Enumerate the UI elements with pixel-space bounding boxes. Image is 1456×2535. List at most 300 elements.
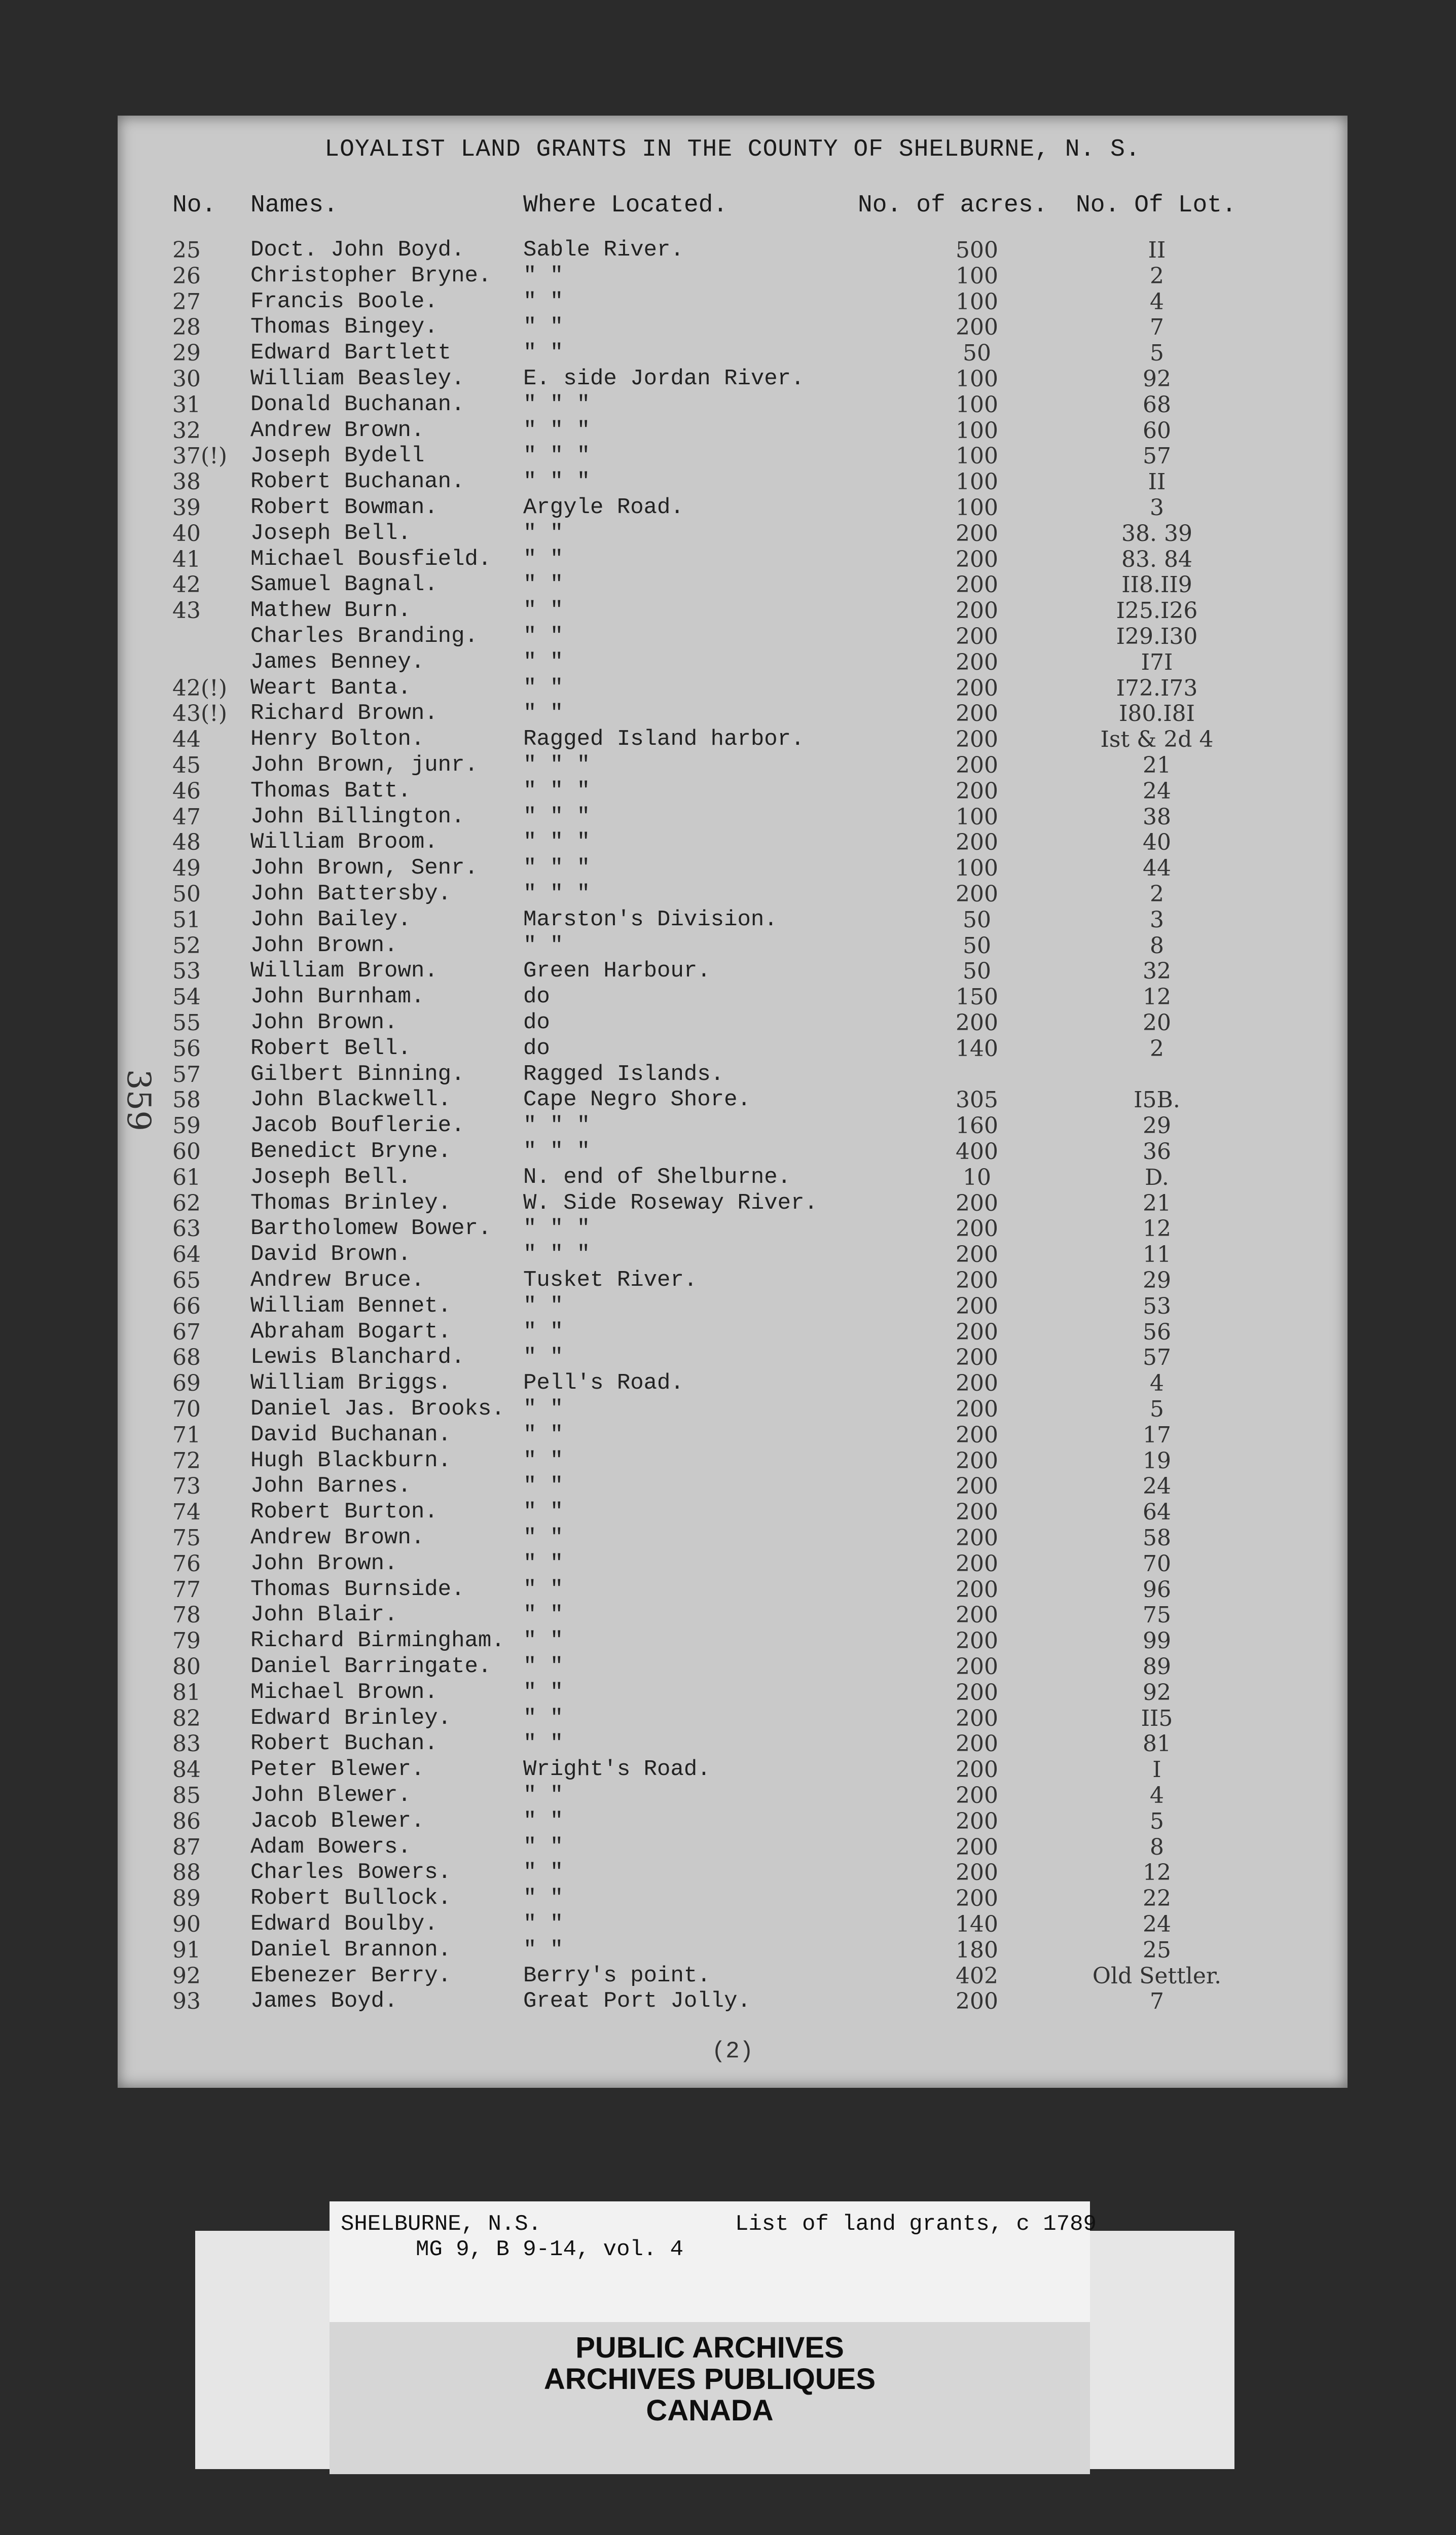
location: " " <box>523 263 564 288</box>
location: Wright's Road. <box>523 1757 711 1783</box>
row-number: 39 <box>172 495 201 521</box>
label-description: List of land grants, c 1789 <box>735 2212 1097 2237</box>
lot-number: 12 <box>1143 1860 1171 1886</box>
grantee-name: Adam Bowers. <box>250 1834 411 1860</box>
table-row <box>118 1216 1348 1241</box>
table-row <box>118 1525 1348 1550</box>
acres: 150 <box>956 984 998 1010</box>
grantee-name: Thomas Bingey. <box>250 314 438 340</box>
grantee-name: Edward Boulby. <box>250 1911 438 1937</box>
table-row <box>118 1499 1348 1525</box>
location: " " " <box>523 752 591 778</box>
location: " " " <box>523 1242 591 1268</box>
table-row <box>118 1860 1348 1885</box>
lot-number: 29 <box>1143 1268 1171 1293</box>
grantee-name: John Brown, Senr. <box>250 855 478 881</box>
row-number: 74 <box>172 1499 201 1526</box>
table-row <box>118 1268 1348 1293</box>
location: Sable River. <box>523 237 684 263</box>
table-row <box>118 907 1348 932</box>
table-row <box>118 289 1348 314</box>
header-no: No. <box>172 192 216 219</box>
lot-number: 12 <box>1143 984 1171 1010</box>
grantee-name: Abraham Bogart. <box>250 1319 452 1345</box>
location: " " <box>523 1731 564 1757</box>
row-number: 75 <box>172 1525 201 1551</box>
acres: 200 <box>956 1860 998 1886</box>
location: " " <box>523 1628 564 1654</box>
row-number: 28 <box>172 314 201 341</box>
table-row <box>118 1654 1348 1679</box>
table-row <box>118 881 1348 907</box>
table-row <box>118 984 1348 1009</box>
grantee-name: James Boyd. <box>250 1988 398 2014</box>
acres: 200 <box>956 1834 998 1860</box>
grantee-name: Charles Branding. <box>250 624 478 649</box>
grantee-name: Jacob Bouflerie. <box>250 1113 465 1139</box>
lot-number: 44 <box>1143 855 1171 882</box>
grantee-name: Weart Banta. <box>250 675 411 701</box>
label-place: SHELBURNE, N.S. <box>341 2212 542 2237</box>
grantee-name: Francis Boole. <box>250 288 438 314</box>
lot-number: 4 <box>1150 1783 1164 1808</box>
lot-number: I5B. <box>1134 1087 1180 1113</box>
lot-number: 57 <box>1143 1345 1171 1371</box>
acres: 200 <box>956 1370 998 1397</box>
table-row <box>118 1731 1348 1756</box>
table-row <box>118 1036 1348 1061</box>
row-number: 43(!) <box>172 701 228 727</box>
acres: 200 <box>956 1293 998 1319</box>
acres: 200 <box>956 1447 998 1474</box>
lot-number: 81 <box>1143 1731 1171 1757</box>
row-number: 27 <box>172 288 201 315</box>
acres: 200 <box>956 1783 998 1808</box>
location: " " <box>523 1783 564 1808</box>
grantee-name: Daniel Barringate. <box>250 1654 492 1679</box>
table-row <box>118 340 1348 366</box>
lot-number: 17 <box>1143 1422 1171 1448</box>
location: " " <box>523 624 564 649</box>
lot-number: 64 <box>1143 1499 1171 1526</box>
location: Marston's Division. <box>523 907 778 932</box>
grantee-name: Robert Bowman. <box>250 495 438 520</box>
row-number: 66 <box>172 1293 201 1319</box>
table-row <box>118 701 1348 726</box>
table-row <box>118 778 1348 804</box>
row-number: 65 <box>172 1268 201 1293</box>
row-number: 61 <box>172 1164 201 1190</box>
location: " " <box>523 649 564 675</box>
location: " " <box>523 1576 564 1602</box>
location: " " " <box>523 391 591 417</box>
location: " " <box>523 1654 564 1679</box>
row-number: 77 <box>172 1576 201 1603</box>
grantee-name: David Brown. <box>250 1242 411 1268</box>
grantee-name: David Buchanan. <box>250 1422 452 1447</box>
table-row <box>118 598 1348 623</box>
acres: 100 <box>956 443 998 469</box>
grantee-name: John Blair. <box>250 1602 398 1628</box>
lot-number: II5 <box>1141 1705 1173 1731</box>
row-number: 62 <box>172 1190 201 1216</box>
acres: 200 <box>956 778 998 804</box>
lot-number: 99 <box>1143 1628 1171 1654</box>
table-row <box>118 1577 1348 1602</box>
row-number: 50 <box>172 881 201 907</box>
row-number: 42(!) <box>172 675 228 701</box>
row-number: 78 <box>172 1602 201 1628</box>
table-row <box>118 237 1348 263</box>
grantee-name: Ebenezer Berry. <box>250 1963 452 1988</box>
table-row <box>118 829 1348 855</box>
grantee-name: John Billington. <box>250 804 465 829</box>
acres: 200 <box>956 1757 998 1783</box>
row-number: 64 <box>172 1242 201 1268</box>
lot-number: 7 <box>1150 1988 1164 2015</box>
grantee-name: John Brown, junr. <box>250 752 478 778</box>
acres: 200 <box>956 1679 998 1706</box>
acres: 200 <box>956 1422 998 1448</box>
acres: 200 <box>956 546 998 572</box>
location: " " <box>523 1705 564 1731</box>
location: " " " <box>523 1139 591 1164</box>
row-number: 67 <box>172 1319 201 1345</box>
table-row <box>118 1010 1348 1035</box>
table-row <box>118 1319 1348 1345</box>
row-number: 42 <box>172 572 201 598</box>
grantee-name: John Barnes. <box>250 1473 411 1499</box>
row-number: 29 <box>172 340 201 367</box>
lot-number: 32 <box>1143 958 1171 985</box>
grantee-name: Doct. John Boyd. <box>250 237 465 263</box>
acres: 100 <box>956 495 998 521</box>
table-row <box>118 469 1348 494</box>
location: " " " <box>523 417 591 443</box>
lot-number: 5 <box>1150 1808 1164 1834</box>
acres: 200 <box>956 1808 998 1834</box>
row-number: 71 <box>172 1422 201 1448</box>
acres: 50 <box>963 958 991 985</box>
table-row <box>118 521 1348 546</box>
row-number: 69 <box>172 1370 201 1397</box>
row-number: 86 <box>172 1808 201 1834</box>
grantee-name: Mathew Burn. <box>250 598 411 624</box>
acres: 100 <box>956 804 998 830</box>
lot-number: 70 <box>1143 1550 1171 1577</box>
table-row <box>118 1242 1348 1267</box>
grantee-name: William Briggs. <box>250 1370 452 1396</box>
lot-number: 11 <box>1143 1242 1171 1268</box>
lot-number: 40 <box>1143 829 1171 856</box>
lot-number: 5 <box>1150 340 1164 367</box>
acres: 200 <box>956 1628 998 1654</box>
lot-number: 3 <box>1150 907 1164 933</box>
location: " " <box>523 1525 564 1550</box>
acres: 50 <box>963 340 991 367</box>
lot-number: 25 <box>1143 1937 1171 1963</box>
acres: 200 <box>956 598 998 624</box>
location: " " <box>523 1499 564 1525</box>
lot-number: II8.II9 <box>1121 572 1192 598</box>
table-row <box>118 804 1348 829</box>
acres: 305 <box>956 1087 998 1113</box>
lot-number: II <box>1148 469 1166 495</box>
location: " " " <box>523 804 591 829</box>
location: Tusket River. <box>523 1268 698 1293</box>
grantee-name: William Beasley. <box>250 366 465 391</box>
location: do <box>523 1010 550 1035</box>
grantee-name: John Blackwell. <box>250 1087 452 1113</box>
row-number: 56 <box>172 1035 201 1062</box>
grantee-name: Thomas Burnside. <box>250 1576 465 1602</box>
grantee-name: Edward Brinley. <box>250 1705 452 1731</box>
grantee-name: Joseph Bell. <box>250 1164 411 1190</box>
location: " " " <box>523 829 591 855</box>
lot-number: 36 <box>1143 1139 1171 1165</box>
grantee-name: Joseph Bydell <box>250 443 425 469</box>
grantee-name: Thomas Brinley. <box>250 1190 452 1216</box>
lot-number: 7 <box>1150 314 1164 341</box>
location: " " <box>523 1886 564 1911</box>
lot-number: I25.I26 <box>1116 598 1198 624</box>
row-number: 31 <box>172 391 201 418</box>
lot-number: 21 <box>1143 1190 1171 1216</box>
table-row <box>118 1165 1348 1190</box>
location: " " <box>523 520 564 546</box>
table-row <box>118 1139 1348 1164</box>
acres: 180 <box>956 1937 998 1963</box>
lot-number: Old Settler. <box>1092 1963 1222 1989</box>
lot-number: 4 <box>1150 288 1164 315</box>
lot-number: 24 <box>1143 1473 1171 1500</box>
location: Cape Negro Shore. <box>523 1087 751 1113</box>
lot-number: 12 <box>1143 1216 1171 1242</box>
lot-number: I29.I30 <box>1116 624 1198 649</box>
lot-number: 20 <box>1143 1010 1171 1036</box>
lot-number: 58 <box>1143 1525 1171 1551</box>
location: " " <box>523 1834 564 1860</box>
location: " " <box>523 314 564 340</box>
table-row <box>118 1113 1348 1138</box>
row-number: 40 <box>172 520 201 547</box>
location: " " " <box>523 1113 591 1139</box>
archives-fr: ARCHIVES PUBLIQUES <box>543 2363 876 2396</box>
lot-number: 38. 39 <box>1121 520 1192 547</box>
table-row <box>118 1293 1348 1319</box>
page-number: (2) <box>711 2038 754 2065</box>
location: " " <box>523 1293 564 1319</box>
acres: 200 <box>956 675 998 701</box>
row-number: 43 <box>172 598 201 624</box>
row-number: 83 <box>172 1731 201 1757</box>
acres: 200 <box>956 727 998 753</box>
grantee-name: Robert Buchanan. <box>250 469 465 495</box>
acres: 500 <box>956 237 998 263</box>
location: " " <box>523 340 564 366</box>
row-number: 37(!) <box>172 443 228 469</box>
grantee-name: Robert Bullock. <box>250 1886 452 1911</box>
acres: 200 <box>956 1988 998 2015</box>
lot-number: 29 <box>1143 1113 1171 1139</box>
table-row <box>118 392 1348 417</box>
grantee-name: Lewis Blanchard. <box>250 1345 465 1370</box>
grantee-name: Charles Bowers. <box>250 1860 452 1886</box>
grantee-name: William Bennet. <box>250 1293 452 1319</box>
grantee-name: Gilbert Binning. <box>250 1061 465 1087</box>
location: Green Harbour. <box>523 958 711 984</box>
grantee-name: Robert Buchan. <box>250 1731 438 1757</box>
lot-number: 60 <box>1143 417 1171 444</box>
location: " " <box>523 598 564 624</box>
acres: 200 <box>956 1396 998 1422</box>
grantee-name: Andrew Bruce. <box>250 1268 425 1293</box>
grantee-name: James Benney. <box>250 649 425 675</box>
acres: 200 <box>956 1473 998 1500</box>
grantee-name: Jacob Blewer. <box>250 1808 425 1834</box>
grantee-name: Samuel Bagnal. <box>250 572 438 598</box>
table-row <box>118 727 1348 752</box>
acres: 200 <box>956 1731 998 1757</box>
row-number: 84 <box>172 1757 201 1783</box>
location: " " <box>523 1422 564 1447</box>
table-row <box>118 366 1348 391</box>
lot-number: I <box>1152 1757 1161 1783</box>
header-names: Names. <box>250 192 338 219</box>
location: Pell's Road. <box>523 1370 684 1396</box>
row-number: 88 <box>172 1860 201 1886</box>
acres: 402 <box>956 1963 998 1989</box>
lot-number: 75 <box>1143 1602 1171 1628</box>
table-row <box>118 1396 1348 1422</box>
grantee-name: Edward Bartlett <box>250 340 452 366</box>
grantee-name: John Battersby. <box>250 881 452 907</box>
table-row <box>118 933 1348 958</box>
grantee-name: Hugh Blackburn. <box>250 1447 452 1473</box>
grantee-name: Daniel Brannon. <box>250 1937 452 1963</box>
table-row <box>118 495 1348 520</box>
table-row <box>118 1963 1348 1988</box>
lot-number: 8 <box>1150 932 1164 959</box>
acres: 200 <box>956 1010 998 1036</box>
location: " " <box>523 932 564 958</box>
header-where-located: Where Located. <box>523 192 728 219</box>
acres: 200 <box>956 1319 998 1345</box>
location: " " <box>523 1860 564 1886</box>
acres: 50 <box>963 932 991 959</box>
acres: 200 <box>956 1705 998 1731</box>
lot-number: I80.I8I <box>1118 701 1195 727</box>
lot-number: 4 <box>1150 1370 1164 1397</box>
document-sheet <box>118 116 1348 2088</box>
acres: 200 <box>956 649 998 675</box>
lot-number: 3 <box>1150 495 1164 521</box>
row-number: 47 <box>172 804 201 830</box>
acres: 400 <box>956 1139 998 1165</box>
location: N. end of Shelburne. <box>523 1164 791 1190</box>
lot-number: 92 <box>1143 1679 1171 1706</box>
lot-number: 92 <box>1143 366 1171 392</box>
row-number: 45 <box>172 752 201 778</box>
location: E. side Jordan River. <box>523 366 805 391</box>
row-number: 59 <box>172 1113 201 1139</box>
table-row <box>118 572 1348 597</box>
location: Berry's point. <box>523 1963 711 1988</box>
row-number: 46 <box>172 778 201 804</box>
lot-number: D. <box>1145 1164 1169 1190</box>
acres: 200 <box>956 1499 998 1526</box>
grantee-name: Richard Birmingham. <box>250 1628 505 1654</box>
row-number: 73 <box>172 1473 201 1500</box>
location: " " <box>523 1602 564 1628</box>
row-number: 58 <box>172 1087 201 1113</box>
row-number: 76 <box>172 1550 201 1577</box>
lot-number: 96 <box>1143 1576 1171 1603</box>
row-number: 80 <box>172 1654 201 1680</box>
row-number: 93 <box>172 1988 201 2015</box>
lot-number: 53 <box>1143 1293 1171 1319</box>
grantee-name: Peter Blewer. <box>250 1757 425 1783</box>
location: " " <box>523 1473 564 1499</box>
table-row <box>118 855 1348 881</box>
location: " " <box>523 1319 564 1345</box>
lot-number: 19 <box>1143 1447 1171 1474</box>
location: Argyle Road. <box>523 495 684 520</box>
location: " " " <box>523 469 591 495</box>
row-number: 25 <box>172 237 201 263</box>
lot-number: 2 <box>1150 1035 1164 1062</box>
lot-number: Ist & 2d 4 <box>1100 727 1214 753</box>
lot-number: I72.I73 <box>1116 675 1198 701</box>
acres: 200 <box>956 1550 998 1577</box>
lot-number: 24 <box>1143 778 1171 804</box>
acres: 200 <box>956 1654 998 1680</box>
acres: 200 <box>956 1268 998 1293</box>
table-row <box>118 263 1348 288</box>
acres: 200 <box>956 701 998 727</box>
location: " " <box>523 1396 564 1422</box>
table-row <box>118 1345 1348 1370</box>
acres: 200 <box>956 881 998 907</box>
table-row <box>118 649 1348 675</box>
table-row <box>118 1473 1348 1499</box>
table-row <box>118 1834 1348 1860</box>
row-number: 57 <box>172 1061 201 1088</box>
row-number: 54 <box>172 984 201 1010</box>
location: " " <box>523 288 564 314</box>
grantee-name: Robert Bell. <box>250 1035 411 1061</box>
table-row <box>118 675 1348 701</box>
grantee-name: John Burnham. <box>250 984 425 1010</box>
acres: 200 <box>956 624 998 649</box>
acres: 100 <box>956 469 998 495</box>
table-row <box>118 443 1348 468</box>
acres: 200 <box>956 1242 998 1268</box>
grantee-name: John Brown. <box>250 1550 398 1576</box>
row-number: 82 <box>172 1705 201 1731</box>
row-number: 90 <box>172 1911 201 1937</box>
location: do <box>523 984 550 1010</box>
table-row <box>118 1706 1348 1731</box>
row-number: 51 <box>172 907 201 933</box>
grantee-name: Bartholomew Bower. <box>250 1216 492 1242</box>
row-number: 52 <box>172 932 201 959</box>
row-number: 38 <box>172 469 201 495</box>
table-row <box>118 1937 1348 1963</box>
location: " " <box>523 675 564 701</box>
location: " " " <box>523 443 591 469</box>
table-row <box>118 1448 1348 1473</box>
